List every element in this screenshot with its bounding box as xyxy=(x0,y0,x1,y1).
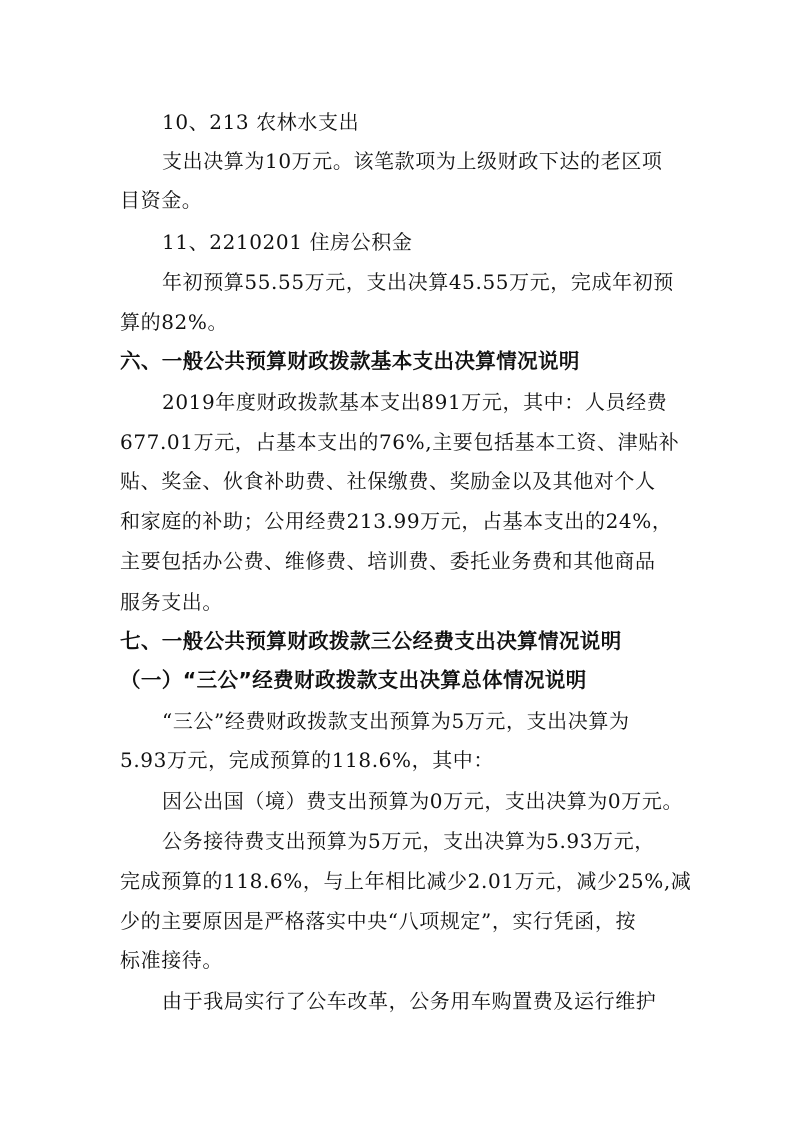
item-10-title: 10、213 农林水支出 xyxy=(162,110,360,134)
section-6-heading: 六、一般公共预算财政拨款基本支出决算情况说明 xyxy=(120,349,580,373)
paragraph-line: 支出决算为10万元。该笔款项为上级财政下达的老区项 xyxy=(162,149,663,173)
paragraph-line: 677.01万元，占基本支出的76%,主要包括基本工资、津贴补 xyxy=(120,430,680,454)
paragraph-line: 5.93万元，完成预算的118.6%，其中： xyxy=(120,748,494,772)
paragraph-line: “三公”经费财政拨款支出预算为5万元，支出决算为 xyxy=(162,709,630,733)
item-11-title: 11、2210201 住房公积金 xyxy=(162,230,413,254)
paragraph-line: 贴、奖金、伙食补助费、社保缴费、奖励金以及其他对个人 xyxy=(120,469,656,493)
paragraph-line: 算的82%。 xyxy=(120,310,229,334)
paragraph-line: 目资金。 xyxy=(120,188,203,212)
paragraph-line: 公务接待费支出预算为5万元，支出决算为5.93万元， xyxy=(162,829,655,853)
paragraph-line: 标准接待。 xyxy=(120,948,223,972)
paragraph-line: 因公出国（境）费支出预算为0万元，支出决算为0万元。 xyxy=(162,789,684,813)
paragraph-line: 完成预算的118.6%，与上年相比减少2.01万元，减少25%,减 xyxy=(120,869,692,893)
section-7-heading: 七、一般公共预算财政拨款三公经费支出决算情况说明 xyxy=(120,629,622,653)
paragraph-line: 主要包括办公费、维修费、培训费、委托业务费和其他商品 xyxy=(120,549,656,573)
paragraph-line: 2019年度财政拨款基本支出891万元，其中：人员经费 xyxy=(162,390,668,414)
paragraph-line: 和家庭的补助；公用经费213.99万元，占基本支出的24%， xyxy=(120,509,673,533)
subsection-1-heading: （一）“三公”经费财政拨款支出决算总体情况说明 xyxy=(120,668,587,692)
paragraph-line: 少的主要原因是严格落实中央“八项规定”，实行凭函，按 xyxy=(120,909,637,933)
paragraph-line: 年初预算55.55万元，支出决算45.55万元，完成年初预 xyxy=(162,270,674,294)
paragraph-line: 由于我局实行了公车改革，公务用车购置费及运行维护 xyxy=(162,989,657,1013)
paragraph-line: 服务支出。 xyxy=(120,590,223,614)
